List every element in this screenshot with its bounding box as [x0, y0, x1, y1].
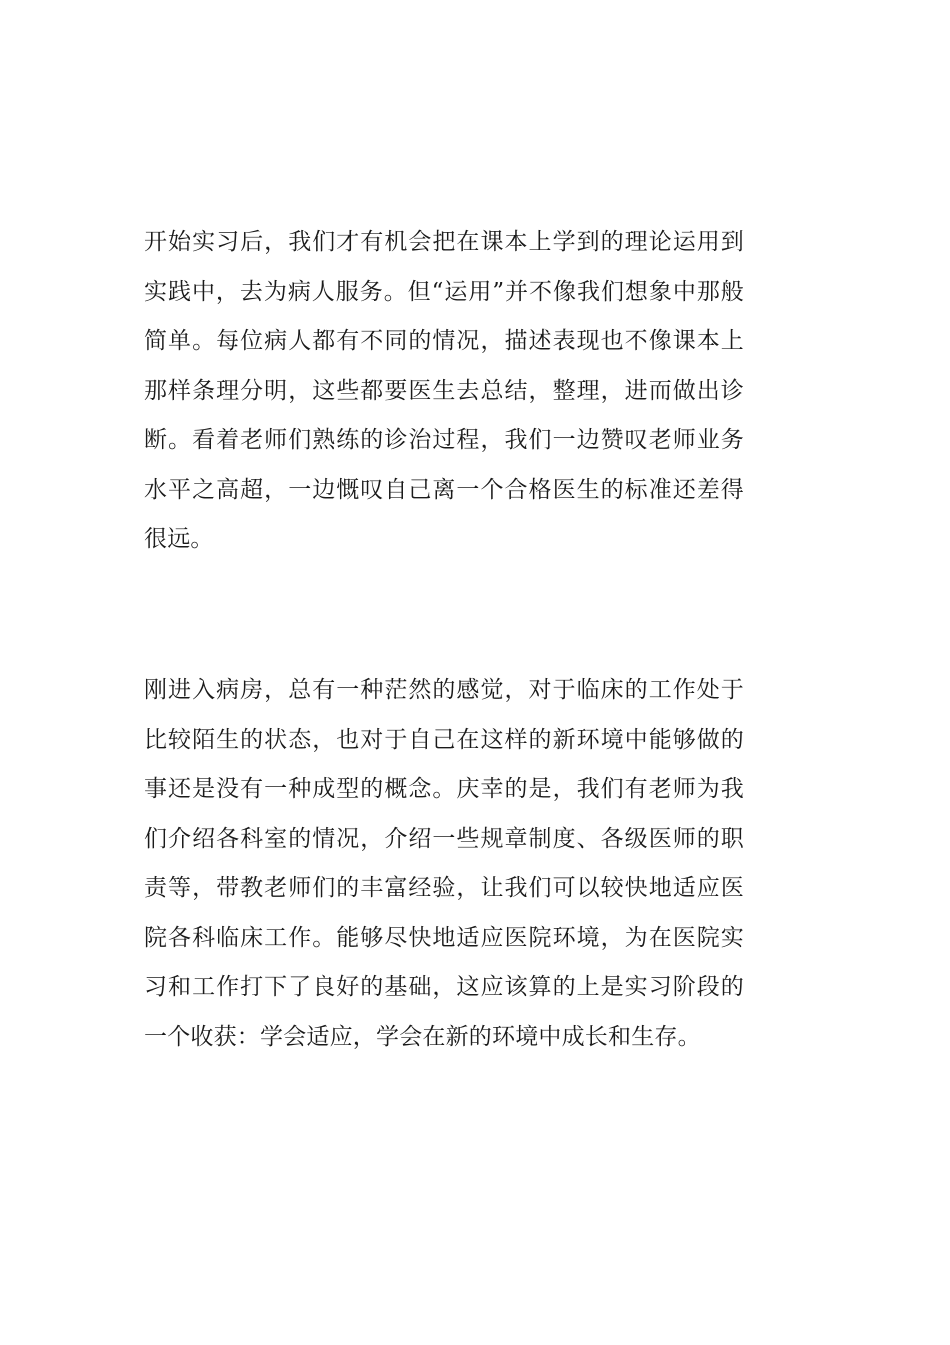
- paragraph-internship-practice: 开始实习后，我们才有机会把在课本上学到的理论运用到实践中，去为病人服务。但“运用”并不像我们想象中那般简单。每位病人都有不同的情况，描述表现也不像课本上那样条理分明，这些都要医生去总结，整理，进而做出诊断。看着老师们熟练的诊治过程，我们一边赞叹老师业务水平之高超，一边慨叹自己离一个合格医生的标准还差得很远。: [144, 229, 744, 552]
- paragraph-ward-adaptation: 刚进入病房，总有一种茫然的感觉，对于临床的工作处于比较陌生的状态，也对于自己在这样的新环境中能够做的事还是没有一种成型的概念。庆幸的是，我们有老师为我们介绍各科室的情况，介绍一些规章制度、各级医师的职责等，带教老师们的丰富经验，让我们可以较快地适应医院各科临床工作。能够尽快地适应医院环境，为在医院实习和工作打下了良好的基础，这应该算的上是实习阶段的一个收获：学会适应，学会在新的环境中成长和生存。: [144, 677, 744, 1050]
